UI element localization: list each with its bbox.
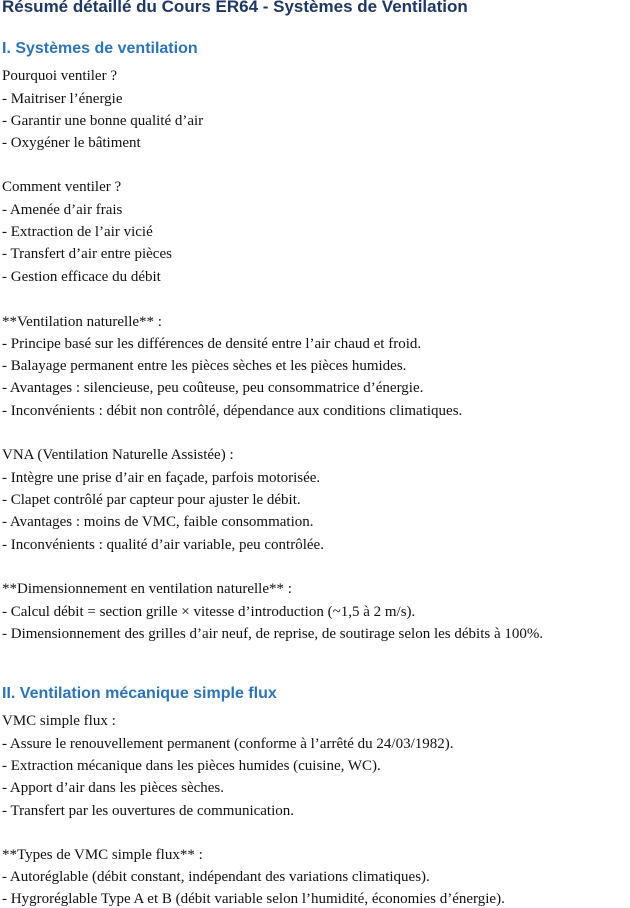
text-line: - Gestion efficace du débit — [2, 269, 161, 285]
section-heading-simple-flux: II. Ventilation mécanique simple flux — [2, 685, 277, 702]
text-line: VMC simple flux : — [2, 713, 116, 729]
text-line: Comment ventiler ? — [2, 179, 122, 195]
text-line: - Avantages : moins de VMC, faible consommation. — [2, 514, 314, 530]
text-line: - Calcul débit = section grille × vitesse d’introduction (~1,5 à 2 m/s). — [2, 604, 416, 620]
text-line: - Inconvénients : débit non contrôlé, dépendance aux conditions climatiques. — [2, 403, 463, 419]
document-title: Résumé détaillé du Cours ER64 - Systèmes de Ventilation — [2, 0, 468, 16]
text-line: - Intègre une prise d’air en façade, parfois motorisée. — [2, 470, 321, 486]
text-line: - Extraction de l’air vicié — [2, 224, 153, 240]
text-line: - Clapet contrôlé par capteur pour ajuster le débit. — [2, 492, 301, 508]
text-line: **Ventilation naturelle** : — [2, 314, 162, 330]
text-line: VNA (Ventilation Naturelle Assistée) : — [2, 447, 234, 463]
text-line: - Inconvénients : qualité d’air variable, peu contrôlée. — [2, 537, 324, 553]
text-line: - Maitriser l’énergie — [2, 91, 123, 107]
text-line: - Hygroréglable Type A et B (débit variable selon l’humidité, économies d’énergie). — [2, 891, 505, 907]
text-line: - Balayage permanent entre les pièces sèches et les pièces humides. — [2, 358, 407, 374]
text-line: - Extraction mécanique dans les pièces humides (cuisine, WC). — [2, 758, 381, 774]
text-line: - Dimensionnement des grilles d’air neuf, de reprise, de soutirage selon les débits à 100%. — [2, 626, 544, 642]
text-line: Pourquoi ventiler ? — [2, 68, 117, 84]
text-line: **Types de VMC simple flux** : — [2, 847, 203, 863]
text-line: **Dimensionnement en ventilation naturelle** : — [2, 581, 292, 597]
text-line: - Amenée d’air frais — [2, 202, 123, 218]
text-line: - Avantages : silencieuse, peu coûteuse, peu consommatrice d’énergie. — [2, 380, 424, 396]
text-line: - Autoréglable (débit constant, indépendant des variations climatiques). — [2, 869, 430, 885]
text-line: - Principe basé sur les différences de densité entre l’air chaud et froid. — [2, 336, 422, 352]
text-line: - Transfert d’air entre pièces — [2, 246, 172, 262]
text-line: - Apport d’air dans les pièces sèches. — [2, 780, 225, 796]
text-line: - Garantir une bonne qualité d’air — [2, 113, 204, 129]
text-line: - Assure le renouvellement permanent (conforme à l’arrêté du 24/03/1982). — [2, 736, 454, 752]
text-line: - Oxygéner le bâtiment — [2, 135, 141, 151]
section-heading-ventilation-systems: I. Systèmes de ventilation — [2, 40, 198, 57]
text-line: - Transfert par les ouvertures de communication. — [2, 803, 295, 819]
